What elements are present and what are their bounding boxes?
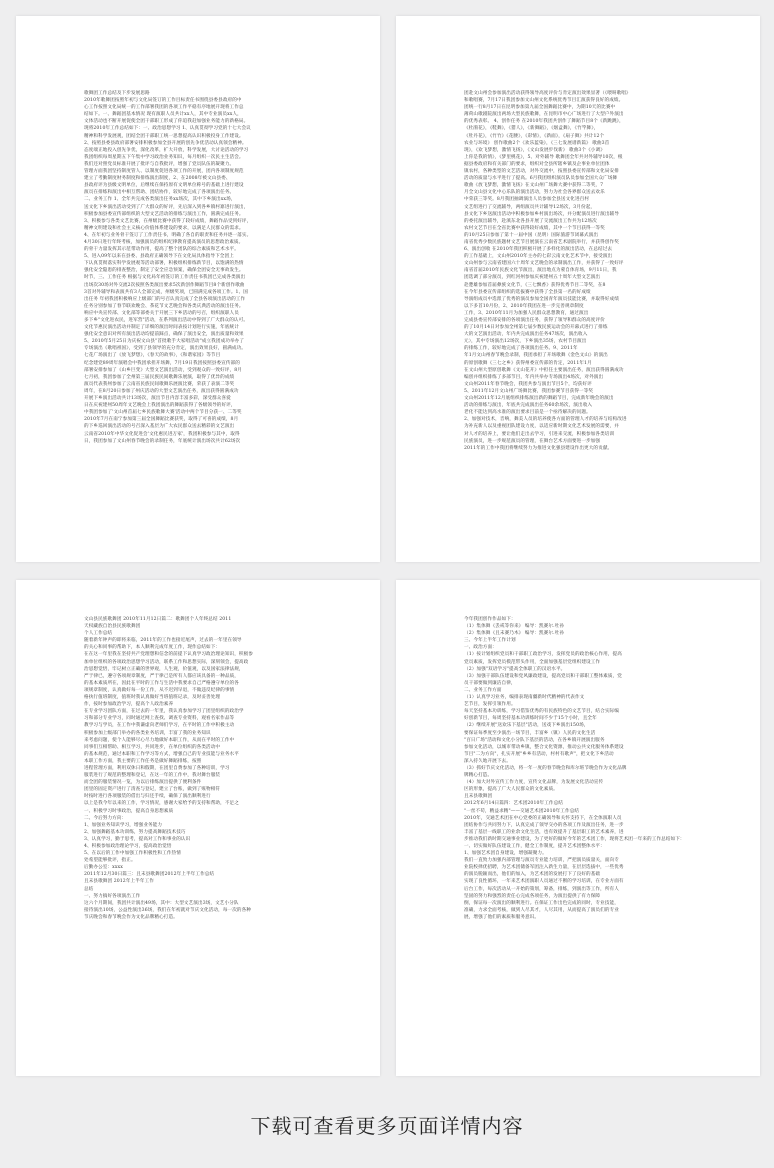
text-line: 丰富了基层一线职工的业余文化生活，也有效提升了基层职工的艺术素养，进 xyxy=(464,829,624,835)
text-line: 我们一直致力加强内部管理与演员专业能力培训，严把演员质量关，面向专 xyxy=(464,858,619,864)
text-line: 任务分别参加了春节联欢晚会、茶花节文艺晚会和各类庆典活动的演出任务。 xyxy=(84,303,244,309)
text-line: 3首对外辅导和表演共有3人全部完成，州级奖项，已圆满完成各项工作。1、国 xyxy=(84,289,248,295)
text-line: 4、在年初与业务骨干签订了工作责任书，明确了各自的职责和任务并逐一落实。 xyxy=(84,232,252,238)
text-line: 县文化下乡送演出活动中积极参加乡村演出场次，并分配演员进行演出辅导 xyxy=(464,211,619,217)
text-line: （2）继续开展"送欢乐下基层"活动，送戏下乡演出150场， xyxy=(464,723,589,729)
text-line: 歌舞团工作总结及下步发展思路 xyxy=(84,91,150,96)
text-line: 随着新年钟声的即将来临，2011年的工作也接近尾声，过去的一年里在领导 xyxy=(84,638,242,644)
text-line: 和歌唱赛，7月17日我团参加文山州文化系统优秀节目汇演获得良好的成绩。 xyxy=(464,98,624,104)
text-line: 3、认真学习，勤于思考，提高对工作和事业的认识 xyxy=(84,836,191,842)
text-line: 多下乡"文化进农民，进军营"活动，在系列演出活动中得到了广大群众的认可。 xyxy=(84,318,249,323)
text-line: 在在这一年里我在坚持共产党理想和信念的前提下认真学习政治理论知识，积极参 xyxy=(84,652,253,658)
text-line: 4月30日进行年终考核，加强演员的组织纪律教育提高演员的思想政治素质。 xyxy=(84,239,244,245)
text-line: 要保证每季度至少演出一场节目，丰富乡（镇）人民的文化生活 xyxy=(464,730,596,736)
text-line: 习和部分专业学习，同时通过网上查找、调查专业资料，观看名家作品等 xyxy=(84,716,235,722)
text-line: 治思想觉悟，牢记树立正确的世界观，人生观，价值观，以及国家法律法规， xyxy=(84,666,244,672)
text-line: 积极参加县委宣传部组织的大型文艺活动的排练与演出工作，圆满完成任务。 xyxy=(84,211,244,217)
text-line: 本职工作方面，我主要的工作任务是做好舞蹈排练，按照 xyxy=(84,758,202,764)
text-line: 2010年，交通艺术团在中心党委的正确领导和关怀支持下，在全体演职人员 xyxy=(464,815,622,821)
text-line: 建立了考勤制度财务制度和排练演出制度，2、在2008年被文山县委、 xyxy=(84,176,231,182)
text-line: 的了10月14日对参加全州第七届少数民族运动会的开幕式进行了排练 xyxy=(464,325,608,331)
text-line: 的优秀表彰。 4、创作任务 在2010年我团共创作了舞蹈节目8个《新跳跳》， xyxy=(464,119,624,125)
text-line: 在今年县委宣传部组织的选拔赛中获得了全县第一名的好成绩 xyxy=(464,289,591,295)
text-line: 团赴文山州会参加演出活动获得领导高度评价与肯定演出效果显著（《喂呀歌唱》 xyxy=(464,91,631,96)
text-line: 时按时进行各项服装的借出与归还手续，确保了演出顺利进行 xyxy=(84,794,211,800)
text-line: 1、加强业务知识学习，增强业务能力 xyxy=(84,822,163,828)
text-line: 工作，3、2010年11月为加强人民群众思想教育，通过演出 xyxy=(464,310,589,316)
text-line: （1）集体舞《丢戒等你来》 编导：凯赛尔.吐孙 xyxy=(464,624,565,630)
text-line: 文山州2011年春节晚会，我团共参与演出节目5个，均获好评 xyxy=(464,381,592,387)
text-line: 下认真贯彻落实科学发展观等活动部署，积极组织排练新节目，以饱满的热情 xyxy=(84,261,244,267)
text-line: 倒，保证每一次演出的顺利进行。在保证工作出色完成的同时，专业技能， xyxy=(464,900,619,906)
text-line: 团结协作与共同努力下，认真完成了领导交办的各项工作及演出任务，进一步 xyxy=(464,822,624,828)
text-line: "一丝不苟，精益求精"——交通艺术团2010年工作总结 xyxy=(464,808,580,814)
text-line: 的委托演出辅导，赴滇东北各县开展了交流演出工作共为12场次 xyxy=(464,218,597,224)
text-line: 2、加强舞蹈基本功训练，努力提高舞蹈技术技巧 xyxy=(84,829,186,835)
text-line: 以下多首10月份，2、2010年我团在进一步完善规章制度 xyxy=(464,303,584,309)
text-line: 编创并组织排练了多部节目，年内共举办专场演出4场次，对外演出 xyxy=(464,374,604,380)
text-line: 个人工作总结 xyxy=(84,631,113,637)
text-line: （2）加强"双语学习"提高全体职工的汉语水平。 xyxy=(464,666,566,672)
text-line: 好创新节目，每周坚持基本功训练时间不少于15个小时，且全年 xyxy=(464,716,597,722)
text-line: 在文山州大型原创歌舞《文山花开》中担任主要演出任务，演出获得圆满成功 xyxy=(464,367,624,373)
text-line: 送文化下乡演出活动受到了广大群众的好评，先后深入到各乡镇村寨进行演出， xyxy=(84,204,249,210)
text-line: 三、今年上半年工作计划 xyxy=(464,638,516,644)
text-line: 民族演员，进一步规范演员的管理，在舞台艺术方面要进一步加强 xyxy=(464,438,601,444)
text-line: 5、在以后的工作中加强工作积极性和工作热情 xyxy=(84,851,181,857)
text-line: 文山州2011年12月底组织排练演出新的舞蹈节目，完成新年晚会的演出 xyxy=(464,396,614,402)
text-line: （1）按计划组织党员和干部职工政治学习，发挥党员的政治核心作用，提高 xyxy=(464,652,622,658)
text-line: 强化安全隐患的排查整治，制定了安全应急预案，确保全团安全无事故发生。 xyxy=(84,268,244,274)
text-line: 团统一行8月17日在昆明参加第九届全国舞蹈比赛中，为期10天的比赛中 xyxy=(464,105,616,111)
text-line: 上你是我的情》，《梦里桃花》，5、对外辅导 歌舞团全年共对外辅导10次，根 xyxy=(464,154,623,160)
text-line: 的下乡巡回演出活动的号召深入基层为广大农民群众送去精彩的文艺演出 xyxy=(84,424,235,430)
text-line: 二、业务工作 1、全年共完成各类演出任务xx场次，其中下乡演出xx场， xyxy=(84,197,236,203)
document-page-2 xyxy=(396,16,760,562)
text-line: 1、加强艺术团自身建设，增强凝聚力。 xyxy=(464,851,547,857)
text-line: "百日广场"活动和文化小分队下基层的活动，在各乡镇开展演出服务 xyxy=(464,737,605,743)
text-line: 团选调了部分演员，到红河州参加庆祝建州五十周年大型文艺演出 xyxy=(464,275,601,281)
document-page-3 xyxy=(16,580,380,1076)
text-line: 进程管理方面，利用双休日和假期，在团里自费参加了各种培训，学习 xyxy=(84,765,230,771)
text-line: 日，我团参加了文山州春节晚会的录制任务，年底统计演出场次共计62场次 xyxy=(84,438,241,444)
text-line: 参加文化活动，以城市带动乡镇，整合文化资源，推动公共文化服务体系建设 xyxy=(464,744,624,750)
text-line: 作，按时参加政治学习，提高个人政治素养 xyxy=(84,702,174,708)
text-line: 一、政治方面： xyxy=(464,645,497,651)
text-line: 一、切实做好队伍建设工作，健全工作制度，提升艺术团整体水平： xyxy=(464,844,605,849)
text-line: 步推动我们新时期交通事业建设，为了更好的做好今年的艺术团工作，现将艺术团一年来的工作总结如下： xyxy=(464,836,685,842)
page-text xyxy=(84,616,322,1046)
text-line: 老化不能达到高水准的演出要求目前是一个亟待解决的问题。 xyxy=(464,410,591,416)
text-line: 镇农村，各种类型的文艺活动，对外交流中，按照县委宣传部和文化局安排 xyxy=(464,169,619,175)
text-line: 日在庆祝建州50周年文艺晚会上我团演出的舞蹈获得了各级领导的好评， xyxy=(84,403,236,409)
download-hint-text: 下载可查看更多页面详情内容 xyxy=(250,1114,524,1138)
text-line: 且末县歌舞团 xyxy=(464,794,493,800)
text-line: 文山县民族歌舞团 2010年11月12日篇二：歌舞团个人年终总结 2011 xyxy=(84,617,232,622)
text-line: 为补充新人以及重视团队建设力度，以适应新时期文化艺术发展的需要，并 xyxy=(464,424,619,430)
text-line: 对人才的培养上，要让他们走出去学习，引进来交流，积极参加各类培训 xyxy=(464,431,615,437)
text-line: 导演组成员中选派了优秀的演员参加全国青年演员技能比赛，并取得好成绩 xyxy=(464,296,619,302)
text-line: 县政府评为县级文明单位，后继续在保持原有文明单位称号的基础上进行建设 xyxy=(84,183,244,189)
text-line: 南省优秀少数民族题材文艺节目展演在云南省艺术剧院举行，并获得创作奖 xyxy=(464,239,619,245)
text-line: 大的文艺演出活动，年内共完成演出任务47场次，演出收入 xyxy=(464,332,588,338)
page-text xyxy=(464,616,702,1046)
text-line: （3）抓好节庆文化活动，将一年一度的春节晚会和库尔班节晚会作为文化品牌 xyxy=(464,765,627,771)
text-line: 2、按照县委县政府部署安排积极参加全县开展的创先争优活动认真领会精神。 xyxy=(84,140,247,146)
text-line: 党员素质，发挥党员模范带头作用，全面加强基层党组织建设工作 xyxy=(464,659,601,665)
text-line: 严于律已，遵守各项规章制度，严于律己是所有人都应该具备的一种品质， xyxy=(84,673,239,679)
text-line: 5、进入09年以来在县委、县政府正确领导下在文化局具体指导下全团上 xyxy=(84,254,234,260)
text-line: 云南省2010年中华文化促进会'文化惠民进万家'，我团积极参与其中，取得 xyxy=(84,431,240,437)
document-page-4 xyxy=(396,580,760,1076)
text-line: 一、努力搞好各项演出工作 xyxy=(84,893,141,899)
text-line: 教学习与学员，在工作中我谦虚向老师们学习，在平时的工作中积极主动 xyxy=(84,723,235,729)
text-line: 精神和科学发展观，团结全团干部职工统一思想提高认识积极投身工作建设。 xyxy=(84,133,244,139)
text-line: 现》，《欢飞梦想，激情飞扬》，《文山发展步伐新》 歌曲3个《小调》 xyxy=(464,147,605,153)
text-line: 心工作按照文化局统一的工作部署我团的各项工作平稳有序地展开现将工作总 xyxy=(84,105,244,111)
text-line: 员干部要做到廉洁自律， xyxy=(464,680,516,686)
text-line: 部署安排参加了《山乡巨变》大型文艺演出活动，受到观众的一致好评，8月 xyxy=(84,367,242,373)
text-line: 天权藏族自治县民族歌舞团 xyxy=(84,624,141,630)
text-line: 同事们互相帮助、相互学习，共同进步，在单位组织的各类活动中 xyxy=(84,744,221,750)
text-line: 专场演出《歌唱祖国》，受到了县领导的充分肯定，演出效果良好，圆满成功。 xyxy=(84,346,246,352)
text-line: 时节，三、工作任务 根据与文化局年初签订的工作责任书我团已完成各类演出 xyxy=(84,275,246,281)
text-line: 文山州参与云南省建国六十周年文艺晚会的录制演出工作，并获得了一致好评 xyxy=(464,261,624,267)
text-line: 二、业务工作方面 xyxy=(464,687,502,693)
text-line: 每天坚持基本功训练，学习借鉴优秀的有民族特色的文艺节目，结合实际编 xyxy=(464,709,619,715)
text-line: 的排练工作，较好地完成了各项演出任务。9、2011年 xyxy=(464,346,578,352)
text-line: 业院校择优招聘，为艺术团储备军团注入新生力量，在层层选拔中，一些优秀 xyxy=(464,865,624,871)
text-line: 3、积极参与各类文艺比赛，在州级比赛中获得了较好成绩，舞蹈作品受到好评， xyxy=(84,218,252,224)
text-line: 以上是我今年以来的工作，学习情况，感谢大家给予的支持和帮助，不足之 xyxy=(84,801,239,807)
text-line: 这六个月期间，我团共计演出49场，其中：大型文艺演出3场，文艺小分队 xyxy=(84,900,239,906)
text-line: 现将2010年工作总结如下：一、政治思想学习 1、认真贯彻学习党的十七大会议 xyxy=(84,126,251,132)
text-line: 活动的排练与演出，年底共完成演出任务60余场次，演出收入 xyxy=(464,403,593,409)
text-line: 精神文明建设和社会主义核心价值体系建设的要求，以满足人民群众的需求。 xyxy=(84,225,244,231)
text-line: 的基本规范，通过本职和工作学习等方式，增强自己的专业技能与业务水平 xyxy=(84,751,239,757)
text-line: 薄荷山歌剧院演出两场大型民族歌舞，在昆明市中心广场进行了大型户外演出 xyxy=(464,112,624,118)
text-line: （4）加大对外宣传工作力度，宣传文化品牌，为发展文化活动宣传 xyxy=(464,780,604,786)
text-line: 强化安全意识对所有演出活动均提前踩点，确保了演出安全，演出质量和效果 xyxy=(84,332,244,338)
page-text xyxy=(464,90,702,524)
text-line: 七月初，我团参加了全州第三届民族民间歌舞乐展演，取得了优异的成绩 xyxy=(84,374,235,380)
text-line: 总结 xyxy=(84,886,94,892)
text-line: 节庆晚会和春节晚会作为文化品牌精心打造。 xyxy=(84,914,178,920)
text-line: 文化节惠民演出活动并制定了详细的演出时间表按计划进行实施，年底统计 xyxy=(84,325,239,331)
text-line: 牌精心打造。 xyxy=(464,773,493,779)
text-line: 展，增强了他们的素质和服务意识。 xyxy=(464,914,540,920)
text-line: 2012年6月14日篇四：艺术团2010年工作总结 xyxy=(464,801,563,807)
text-line: 2011年的工作中我团将继续努力为推进文化强县建设作出更大的贡献。 xyxy=(464,445,613,451)
text-line: 管理方面我团坚持制度管人、以制度促进各项工作的开展，团内各项制度规范 xyxy=(84,169,244,175)
text-line: 二、今后努力方向： xyxy=(84,815,127,821)
text-line: 文体活动也不断开展促使全团干部职工形成了你追我赶加强业务能力的新格局。 xyxy=(84,119,249,125)
text-line: 的骨干力量发挥其示范带动作用，提高了整个团队的综合素质和艺术水平。 xyxy=(84,247,239,253)
text-line: 结如下。一、舞蹈团基本情况 现有演职人员共计xx人，其中专业演员xx人， xyxy=(84,112,242,118)
text-line: 2010年歌舞团按照年初与文化局签订的工作目标责任书围绕县委县政府的中 xyxy=(84,98,242,104)
text-line: 的原创歌舞《三七之乡》获得州委宣传部的肯定，2011年1月 xyxy=(464,360,592,366)
text-line: 《牡丹花》，《竹竹》《花腰》，《彩情》，《新面》，《扇子舞》共计12个 xyxy=(464,133,605,139)
text-line: 南省首届2010年民族文化节演出，演出地点为蒙自体育场，9月11日，我 xyxy=(464,268,617,274)
text-line: 且末县歌舞团 2012年上半年工作 xyxy=(84,879,154,885)
text-line: 区的形象，提高了广大人民群众的文化素质。 xyxy=(464,787,558,793)
text-line: 实现了良性循环，一年来艺术团演职人员通过不断的学习培训，在专业方面有 xyxy=(464,879,624,885)
text-line: 中我团参加了'文山州首届七乡民族歌舞大赛'活动中两个节目分获一、二等奖 xyxy=(84,410,242,416)
text-line: 接待演出10场，公益性演出36场，我们在年初就对节庆文化活动，每一次的各种 xyxy=(84,907,251,913)
text-line: 《杜鹃花》，《鞋舞》，《猎人》，《新舞蹈》，《烟盒舞》，《竹竿舞》， xyxy=(464,126,599,132)
text-line: 服装进行了规范的整理和登记，在这一年的工作中，我对舞台服装 xyxy=(84,773,221,779)
text-line: 的工作基础上，文山州2010年主办的七彩云南文化艺术节中，接受演出 xyxy=(464,254,613,260)
text-line: 深入持久地开展下去。 xyxy=(464,758,511,764)
text-line: 出任务 年初我团积极响应上级部门的号召认真完成了全县各项演出活动的工作 xyxy=(84,296,246,302)
text-line: 的10月25日参加了第十一届中国（昆明）国际旅游节闭幕式演出 xyxy=(464,232,599,238)
text-line: 赴楚雄参加首届彝族文化节，《三七飘香》获得优秀节目二等奖，在8 xyxy=(464,282,606,288)
text-line: 演员在排练和演出中相互帮助、团结协作，较好地完成了各项演出任务。 xyxy=(84,190,235,196)
text-line: 歌曲《放飞梦想，激情飞扬》在文山州广场舞大赛中获得二等奖，7 xyxy=(464,183,604,189)
text-line: 态度端正地投入创先争优，深化改革，扩大开放，科学发展，大讨论活动的学习 xyxy=(84,147,249,153)
text-line: 据县委政府和有关部门的要求，组织对全县所辖乡镇及企事业单位团体 xyxy=(464,161,610,167)
text-line: 节目"二为方向"，扎实开展"乡乡有活动，村村有歌声"，把文化下乡活动 xyxy=(464,751,614,757)
text-line: 开展下乡演出活动共计13场次，演出节目内容丰富多彩，深受群众喜爱 xyxy=(84,396,231,402)
text-line: 2011年12月30日篇三：且末县歌舞团2012年上半年工作总结 xyxy=(84,872,215,878)
text-line: 坚固的努力和强烈的责任心完成各项任务，为演出提供了有力保障 xyxy=(464,893,601,899)
text-line: 艺节目，发挥引领作用。 xyxy=(464,702,516,708)
text-line: 农村文艺节目在全省比赛中获得较好成绩，其中一个节目获得一等奖 xyxy=(464,225,605,231)
text-line: 我们还对照党员标准开展了批评与自我批评，增强了党员队伍的凝聚力。 xyxy=(84,161,235,167)
text-line: 5、2010年5月25日为庆祝文山县"首批歌手大家唱活动"成立我团成功举办了 xyxy=(84,339,245,345)
text-line: 元），其中专场演出12场次，下乡演出35场，农村节目演出 xyxy=(464,339,587,345)
text-line: 处希望能够批评，指正。 xyxy=(84,858,136,864)
text-line: 2010年7月在南宁参加第三届全国舞蹈比赛获奖，取得了可喜的成绩，8月 xyxy=(84,417,239,423)
text-line: 年1月文山州春节晚会录制，我团承担了开场歌舞《金色文山》的演出 xyxy=(464,353,608,359)
text-line: （1）认真学习业务，编排表现南疆新时代精神的代表作文 xyxy=(464,695,585,701)
text-line: 后勤办公室：xxxx xyxy=(84,865,123,871)
text-line: 月全文山县文化中心乐队的演出活动，努力为社会各界群众送去欢乐 xyxy=(464,190,605,196)
text-line: （2）集体舞《且末赛乃木》 编导：凯赛尔.吐孙 xyxy=(464,631,565,637)
text-line: 周年，在8月20日参加了州庆活动的大型文艺演出任务，演出获得圆满成功 xyxy=(84,388,239,394)
page-text xyxy=(84,90,322,524)
text-line: 后台工作，每次活动从一开始的策划，筹备，排练，到演出等工作，所有人 xyxy=(464,886,619,892)
text-line: 项规章制度，认真做好每一份工作，从不迟到早退，不做违反纪律的事情 xyxy=(84,687,235,693)
text-line: 6、演出创收 在2010年我团积极开展了多样化的演出活动，在总结过去 xyxy=(464,247,613,253)
text-line: 纪念建党89周年演唱会中我团承担开场舞，7月19日我团按照县委宣传部的 xyxy=(84,360,240,366)
text-line: 活动的质量与水平进行了提高。6月我团组织演员队员参加全国大众广场舞 xyxy=(464,176,618,182)
text-line: 积极参加上级部门举办的各类业务培训，丰富了我的业务知识 xyxy=(84,730,211,736)
text-line: 准确，力求全面考核，做到人尽其才，人尽其用，从而提高了演员们的专业 xyxy=(464,907,619,913)
text-line: 演员代表我州参加了云南省民族民间歌舞乐展演比赛，荣获了表演二等奖 xyxy=(84,381,235,387)
text-line: 团里的固定资产进行了清查与登记，建立了台账，做到了账物相符 xyxy=(84,787,221,793)
text-line: 农业与环境》 创作歌曲2个《欢乐蓝染》，《三七发展谱新篇》 歌曲3首 xyxy=(464,140,610,146)
text-line: 5、2011年12月文山州广场舞比赛，我团参赛节目获得一等奖 xyxy=(464,388,594,394)
text-line: 出场次30场对外交流2次按照各类演出要求5次新创作舞蹈节目8个新创作歌曲 xyxy=(84,282,245,288)
text-line: 在专业学习团队方面，在过去的一年里，我认真参加学习了团里组织的政治学 xyxy=(84,709,244,715)
text-line: 文艺组进行了交流辅导，两组演员共计辅导12场次，3月份起， xyxy=(464,204,596,210)
text-line: 中荣获三等奖。8月我团抽调演出人员参加全县送文化进百村 xyxy=(464,197,590,203)
text-line: 的关心和同事的帮助下，本人顺利完成年度工作，现作总结如下： xyxy=(84,645,221,651)
text-line: 我团组织每周星期五下午集中学习政治业务知识，每月组织一次民主生活会。 xyxy=(84,154,244,160)
text-line: 的基本素质所在，因此在平时的工作与生活中我要求自己严格遵守单位的各 xyxy=(84,680,239,686)
text-line: 4、积极参加政治理论学习，提高政治觉悟 xyxy=(84,844,172,849)
text-line: 一、积极学习时事政治，提高自身思想素质 xyxy=(84,808,174,814)
text-line: 2、加强对技术，音响，舞美人员的培养使各方面的管理人才的培养与结构改进 xyxy=(464,417,627,423)
document-page-1 xyxy=(16,16,380,562)
text-line: （3）加强干部队伍建设和党风廉政建设，提高党员和干部职工整体素质，党 xyxy=(464,673,622,679)
text-line: 而全团的服装情况一览，为以后排练演出提供了便利条件 xyxy=(84,780,202,786)
text-line: 七花广场演出了《放飞梦想》，《春天的故事》，《和谐家园》等节目 xyxy=(84,353,221,359)
text-line: 加单位组织的各项政治思想学习活动，联系工作和思想实际，深刻领会，提高政 xyxy=(84,659,249,665)
text-line: 来考虑问题，使个人能够尽心尽力地做好本职工作，从而在平时的工作中 xyxy=(84,737,235,743)
text-line: 今年我团创作作品如下： xyxy=(464,617,516,622)
text-line: 响应中央宣传部、文化部等部委关于开展三下乡活动的号召，组织演职人员 xyxy=(84,310,239,316)
text-line: 的演员脱颖而出，他们的加入，为艺术团的发展打下了良好的基础 xyxy=(464,872,601,878)
text-line: 完成县委宣传部安排的各项演出任务，获得了领导和群众的高度评价 xyxy=(464,318,605,323)
text-line: 格执行值班制度，值班时我认真做好当班值班记录，及时妥善处理 xyxy=(84,695,221,701)
